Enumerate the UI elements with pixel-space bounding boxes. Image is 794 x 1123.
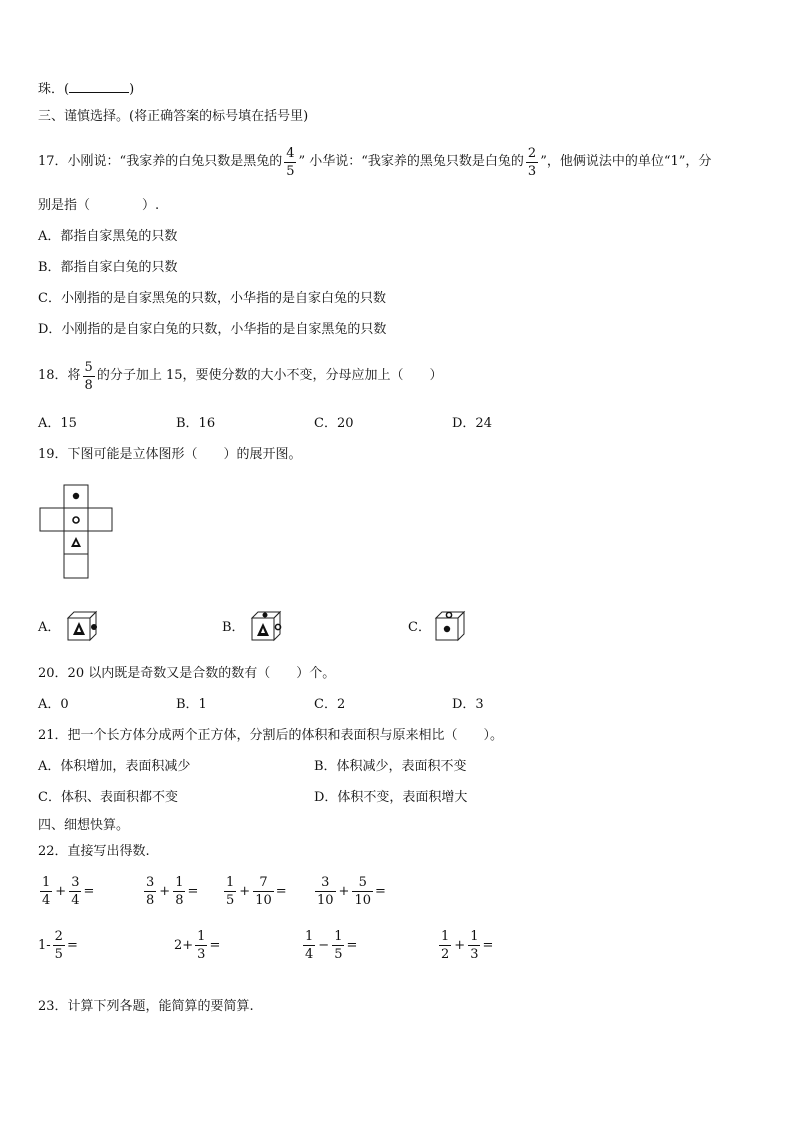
denominator: 3	[470, 947, 479, 962]
denominator: 4	[305, 947, 314, 962]
numerator: 4	[286, 145, 295, 161]
question-19: 19．下图可能是立体图形（ ）的展开图。	[38, 447, 302, 462]
equals-sign: =	[275, 884, 287, 899]
numerator: 3	[71, 875, 80, 890]
numerator: 1	[42, 875, 51, 890]
q20-option-b[interactable]: B．1	[176, 697, 207, 712]
equals-sign: =	[187, 884, 199, 899]
question-20: 20．20 以内既是奇数又是合数的数有（ ）个。	[38, 666, 336, 681]
equals-sign: =	[346, 938, 358, 953]
calc-expression	[313, 876, 386, 907]
denominator: 10	[354, 893, 371, 908]
numerator: 2	[527, 145, 537, 161]
q17-text-1: 17．小刚说：“我家养的白兔只数是黑兔的	[38, 154, 283, 169]
operator: +	[338, 884, 350, 899]
q19-option-a-label[interactable]: A．	[38, 620, 61, 635]
answer-blank-line	[38, 80, 134, 99]
question-18	[38, 356, 443, 396]
q20-option-a[interactable]: A．0	[38, 697, 69, 712]
calc-expression	[301, 930, 357, 961]
equals-sign: =	[209, 938, 221, 953]
cube-option-a-icon[interactable]	[64, 610, 104, 642]
denominator: 8	[175, 893, 184, 908]
operator: +	[454, 938, 466, 953]
q18-option-c[interactable]: C．20	[314, 416, 354, 431]
q21-option-c[interactable]: C．体积、表面积都不变	[38, 790, 178, 805]
q19-option-b-label[interactable]: B．	[222, 620, 245, 635]
numerator: 1	[175, 875, 184, 890]
denominator: 5	[334, 947, 343, 962]
numerator: 7	[253, 876, 274, 892]
cube-option-c-icon[interactable]	[432, 610, 472, 642]
q21-option-d[interactable]: D．体积不变，表面积增大	[314, 790, 468, 805]
q17-text-3: ”，他俩说法中的单位“1”，分	[540, 154, 712, 169]
question-21: 21．把一个长方体分成两个正方体，分割后的体积和表面积与原来相比（ ）。	[38, 728, 504, 743]
q18-option-b[interactable]: B．16	[176, 416, 216, 431]
denominator: 4	[42, 893, 51, 908]
equals-sign: =	[375, 884, 386, 899]
denominator: 3	[197, 947, 206, 962]
denominator: 5	[54, 947, 63, 962]
denominator: 5	[226, 893, 235, 908]
calc-expression	[142, 876, 198, 907]
q21-option-a[interactable]: A．体积增加，表面积减少	[38, 759, 191, 774]
net-face-bottom	[64, 554, 88, 578]
q17-fraction-2	[526, 147, 538, 178]
numerator: 5	[352, 876, 373, 892]
q17-option-d[interactable]: D．小刚指的是自家白兔的只数，小华指的是自家黑兔的只数	[38, 322, 387, 337]
question-17	[38, 142, 711, 182]
numerator: 1	[470, 929, 479, 944]
q17-option-a[interactable]: A．都指自家黑兔的只数	[38, 229, 178, 244]
q20-option-c[interactable]: C．2	[314, 697, 346, 712]
denominator: 5	[286, 163, 295, 179]
line-prefix: 珠．(	[38, 82, 70, 97]
numerator: 3	[315, 876, 336, 892]
section-3-heading: 三、谨慎选择。(将正确答案的标号填在括号里)	[38, 109, 309, 124]
answer-blank[interactable]	[69, 80, 129, 93]
denominator: 2	[441, 947, 450, 962]
equals-sign: =	[482, 938, 494, 953]
q17-text-2: ” 小华说：“我家养的黑兔只数是白兔的	[298, 154, 524, 169]
numerator: 2	[54, 929, 63, 944]
cube-option-b-icon[interactable]	[248, 610, 288, 642]
line-suffix: )	[129, 82, 135, 97]
lead-term: 2+	[174, 938, 194, 953]
denominator: 10	[317, 893, 334, 908]
operator: +	[239, 884, 251, 899]
denominator: 4	[71, 893, 80, 908]
denominator: 10	[255, 893, 272, 908]
calc-expression	[38, 876, 94, 907]
numerator: 1	[305, 929, 314, 944]
net-face-center	[64, 508, 88, 531]
calc-expression	[222, 876, 287, 907]
numerator: 1	[334, 929, 343, 944]
numerator: 5	[84, 359, 93, 375]
numerator: 1	[197, 929, 206, 944]
lead-term: 1-	[38, 938, 51, 953]
cube-net-figure	[38, 484, 118, 584]
denominator: 8	[146, 893, 155, 908]
q19-option-c-label[interactable]: C．	[408, 620, 431, 635]
question-22: 22．直接写出得数.	[38, 844, 150, 859]
filled-dot-icon	[73, 493, 79, 499]
net-face-right	[88, 508, 112, 531]
denominator: 3	[527, 163, 537, 179]
calc-expression	[38, 930, 78, 961]
q17-option-c[interactable]: C．小刚指的是自家黑兔的只数，小华指的是自家白兔的只数	[38, 291, 386, 306]
operator: +	[159, 884, 171, 899]
ring-icon	[73, 517, 79, 523]
q20-option-d[interactable]: D．3	[452, 697, 484, 712]
calc-expression	[174, 930, 220, 961]
numerator: 1	[441, 929, 450, 944]
numerator: 1	[226, 875, 235, 890]
q18-fraction	[83, 361, 95, 392]
q18-text-1: 18．将	[38, 368, 81, 383]
q18-text-2: 的分子加上 15，要使分数的大小不变，分母应加上（ ）	[96, 368, 443, 383]
q18-option-d[interactable]: D．24	[452, 416, 492, 431]
question-23: 23．计算下列各题，能简算的要简算.	[38, 999, 254, 1014]
q17-option-b[interactable]: B．都指自家白兔的只数	[38, 260, 178, 275]
operator: −	[318, 938, 330, 953]
denominator: 8	[84, 377, 93, 393]
numerator: 3	[146, 875, 155, 890]
q18-option-a[interactable]: A．15	[38, 416, 77, 431]
equals-sign: =	[83, 884, 95, 899]
q17-line-2: 别是指（ ）.	[38, 198, 160, 213]
operator: +	[55, 884, 67, 899]
q17-fraction-1	[284, 147, 296, 178]
net-face-left	[40, 508, 64, 531]
calc-expression	[437, 930, 493, 961]
equals-sign: =	[66, 938, 78, 953]
section-4-heading: 四、细想快算。	[38, 818, 130, 833]
q21-option-b[interactable]: B．体积减少，表面积不变	[314, 759, 467, 774]
